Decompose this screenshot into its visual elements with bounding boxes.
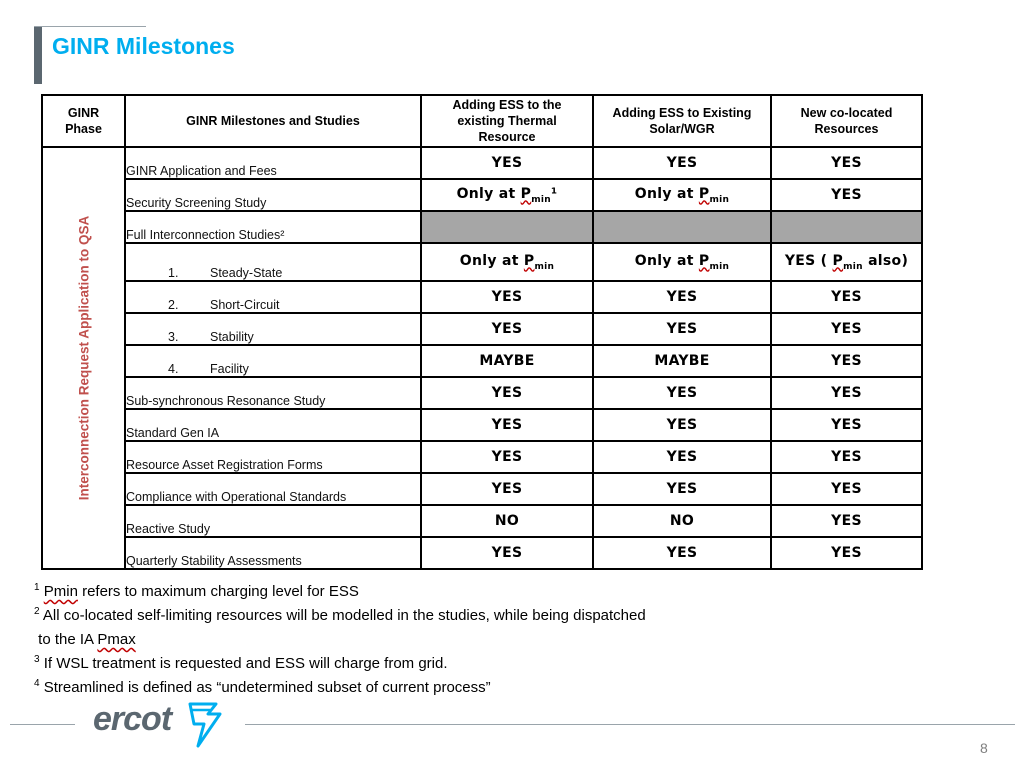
status-cell-v2: YES bbox=[593, 473, 771, 505]
title-accent-bar bbox=[34, 26, 42, 84]
status-cell-v1: YES bbox=[421, 147, 593, 179]
table-row bbox=[42, 473, 922, 505]
header-thermal: Adding ESS to the existing Thermal Resource bbox=[421, 95, 593, 147]
status-cell-v1: NO bbox=[421, 505, 593, 537]
study-name: Standard Gen IA bbox=[125, 409, 421, 441]
header-milestones: GINR Milestones and Studies bbox=[125, 95, 421, 147]
table-row bbox=[42, 505, 922, 537]
footnote-2: $^2$ All co-located self-limiting resources will be modelled in the studies, while being dispatched to the IA Pmax bbox=[34, 606, 646, 648]
footer-rule-right bbox=[245, 724, 1015, 725]
status-cell-v3: YES bbox=[771, 473, 922, 505]
status-cell-v2: YES bbox=[593, 537, 771, 569]
page-number: 8 bbox=[980, 740, 988, 756]
milestones-table bbox=[41, 94, 923, 570]
study-name: Compliance with Operational Standards bbox=[125, 473, 421, 505]
status-cell-v3: YES bbox=[771, 147, 922, 179]
footnote-1-pmin: Pmin bbox=[43, 583, 78, 600]
ercot-bolt-icon bbox=[186, 700, 226, 748]
table-row bbox=[42, 211, 922, 243]
status-cell-v2 bbox=[593, 211, 771, 243]
status-cell-v2: YES bbox=[593, 281, 771, 313]
status-cell-v2: NO bbox=[593, 505, 771, 537]
status-cell-v1: YES bbox=[421, 537, 593, 569]
table-row bbox=[42, 243, 922, 281]
status-cell-v2: MAYBE bbox=[593, 345, 771, 377]
status-cell-v3: YES bbox=[771, 409, 922, 441]
status-cell-v2: YES bbox=[593, 313, 771, 345]
footer-rule-left bbox=[10, 724, 75, 725]
status-cell-v1: YES bbox=[421, 281, 593, 313]
header-phase: GINR Phase bbox=[42, 95, 125, 147]
status-cell-v2: YES bbox=[593, 409, 771, 441]
study-name: 3. Stability bbox=[125, 313, 421, 345]
status-cell-v2: YES bbox=[593, 441, 771, 473]
table-row bbox=[42, 441, 922, 473]
table-row bbox=[42, 281, 922, 313]
status-cell-v2: YES bbox=[593, 147, 771, 179]
study-name: 4. Facility bbox=[125, 345, 421, 377]
study-name: Resource Asset Registration Forms bbox=[125, 441, 421, 473]
study-name: Full Interconnection Studies² bbox=[125, 211, 421, 243]
title-rule bbox=[34, 26, 146, 27]
status-cell-v1: YES bbox=[421, 473, 593, 505]
status-cell-v3: YES bbox=[771, 345, 922, 377]
header-colocated: New co-located Resources bbox=[771, 95, 922, 147]
study-name: Reactive Study bbox=[125, 505, 421, 537]
table-row bbox=[42, 179, 922, 211]
table-row bbox=[42, 409, 922, 441]
status-cell-v1: Only at $P_{min}$ bbox=[421, 243, 593, 281]
status-cell-v2: YES bbox=[593, 377, 771, 409]
status-cell-v1: Only at $P_{min}^1$ bbox=[421, 179, 593, 211]
status-cell-v3: YES bbox=[771, 313, 922, 345]
status-cell-v1: YES bbox=[421, 409, 593, 441]
status-cell-v3: YES bbox=[771, 505, 922, 537]
status-cell-v1: YES bbox=[421, 441, 593, 473]
footnote-4: $^4$ Streamlined is defined as “undetermined subset of current process” bbox=[34, 678, 491, 696]
header-solar-wgr: Adding ESS to Existing Solar/WGR bbox=[593, 95, 771, 147]
status-cell-v3: YES bbox=[771, 537, 922, 569]
table-row bbox=[42, 345, 922, 377]
table-header-row bbox=[42, 95, 922, 147]
status-cell-v1: YES bbox=[421, 377, 593, 409]
status-cell-v1: MAYBE bbox=[421, 345, 593, 377]
table-row bbox=[42, 147, 922, 179]
footnotes bbox=[34, 580, 814, 700]
study-name: 2. Short-Circuit bbox=[125, 281, 421, 313]
status-cell-v1 bbox=[421, 211, 593, 243]
study-name: Security Screening Study bbox=[125, 179, 421, 211]
study-name: 1. Steady-State bbox=[125, 243, 421, 281]
slide-title: GINR Milestones bbox=[52, 33, 235, 59]
status-cell-v3: YES bbox=[771, 441, 922, 473]
status-cell-v1: YES bbox=[421, 313, 593, 345]
status-cell-v2: Only at $P_{min}$ bbox=[593, 179, 771, 211]
table-row bbox=[42, 537, 922, 569]
table-row bbox=[42, 377, 922, 409]
status-cell-v3: YES bbox=[771, 179, 922, 211]
status-cell-v3: YES bbox=[771, 377, 922, 409]
table-row bbox=[42, 313, 922, 345]
study-name: Sub-synchronous Resonance Study bbox=[125, 377, 421, 409]
footnote-3: $^3$ If WSL treatment is requested and ESS will charge from grid. bbox=[34, 654, 448, 672]
status-cell-v3 bbox=[771, 211, 922, 243]
phase-label: Interconnection Request Application to QSA bbox=[76, 215, 91, 501]
status-cell-v3: YES bbox=[771, 281, 922, 313]
phase-cell bbox=[42, 147, 125, 569]
study-name: GINR Application and Fees bbox=[125, 147, 421, 179]
footnote-1: $^1$ Pmin refers to maximum charging level for ESS bbox=[34, 582, 359, 600]
status-cell-v2: Only at $P_{min}$ bbox=[593, 243, 771, 281]
ercot-logo: ercot bbox=[93, 700, 172, 738]
status-cell-v3: YES ( $P_{min}$ also) bbox=[771, 243, 922, 281]
study-name: Quarterly Stability Assessments bbox=[125, 537, 421, 569]
